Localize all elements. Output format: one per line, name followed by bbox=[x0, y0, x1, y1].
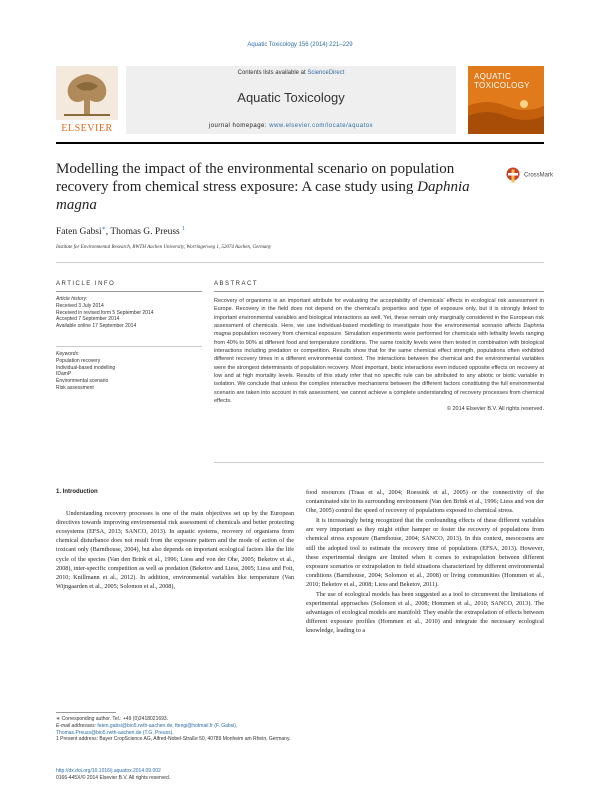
author-list bbox=[56, 225, 185, 237]
sciencedirect-link[interactable]: ScienceDirect bbox=[307, 70, 345, 76]
keyword-item: Environmental scenario bbox=[56, 378, 109, 385]
abstract-text: Recovery of organisms is an important attribute for evaluating the acceptability of chemicals' effects in ecological risk assessment in Europe. Recovery in the field does not depend on the chemical's properties and type of exposure only, but it is strongly linked to important environmental variables and biological interactions as well. Yet, these remain only marginally considered in the European risk assessment of chemicals. Here, we use individual-based modelling to investigate how the environmental scenario affects bbox=[214, 298, 544, 330]
present-address-note: 1 Present address: Bayer CropScience AG, Alfred-Nobel-Straße 50, 40789 Monheim am Rhein, Germany. bbox=[56, 736, 291, 743]
keywords bbox=[56, 351, 206, 392]
keyword-item: Individual-based modelling bbox=[56, 364, 116, 371]
history-item: Received in revised form 5 September 2014 bbox=[56, 309, 154, 316]
elsevier-tree-icon bbox=[56, 66, 118, 120]
intro-left-column bbox=[56, 488, 294, 592]
article-title-species: Daphnia magna bbox=[56, 179, 470, 213]
abstract-species: Daphnia magna bbox=[214, 323, 545, 338]
crossmark-icon bbox=[506, 167, 520, 183]
author-footnote-marker[interactable]: ∗ bbox=[101, 226, 106, 232]
footnotes bbox=[56, 716, 296, 743]
cover-title-line2: TOXICOLOGY bbox=[474, 81, 530, 90]
doi-link[interactable]: http://dx.doi.org/10.1016/j.aquatox.2014.09.002 bbox=[56, 768, 161, 774]
keywords-label: Keywords: bbox=[56, 351, 80, 357]
intro-right-column bbox=[306, 488, 544, 637]
crossmark-badge[interactable] bbox=[506, 166, 556, 184]
journal-masthead bbox=[56, 66, 544, 138]
history-item: Received 3 July 2014 bbox=[56, 302, 104, 309]
homepage-prefix: journal homepage: bbox=[208, 123, 268, 129]
footnote-rule bbox=[56, 712, 116, 713]
journal-cover-image bbox=[468, 66, 544, 134]
affiliation: Institute for Environmental Research, RWTH Aachen University, Worringerweg 1, 52074 Aachen, Germany bbox=[56, 245, 272, 250]
abstract-text-cont: population recovery from chemical exposure. Simulation experiments were performed for chemicals with lethality levels ranging from 40% to 90% at different food and temperature conditions. The same toxicity levels were then tested in combination with biological interactions including predation or competition. Results show that for the same chemical effect strength, populations often exhibited different recovery times in a different environmental context. The interactions between the chemical and the environmental variables were the strongest determinants of population recovery. Most important, biotic interactions even induced opposite effects on recovery at low and at high mortality levels. Results of this study infer that no specific rule can be attributed to any abiotic or biotic variable in isolation. We conclude that unless the complex interactive mechanisms between the different factors constituting the full environmental scenario are taken into account in risk assessment, we cannot achieve a complete understanding of recovery processes from chemical effects. bbox=[214, 331, 544, 405]
publisher-name: ELSEVIER bbox=[61, 123, 113, 134]
abstract-body bbox=[214, 297, 544, 414]
affiliation-divider bbox=[56, 262, 544, 263]
intro-paragraph: food resources (Traas et al., 2004; Roessink et al., 2005) or the connectivity of the contaminated site to its surrounding environment (Van den Brink et al., 1996; Liess and von der Ohe, 2005) control the speed of recovery of populations exposed to chemical stress. bbox=[306, 489, 544, 515]
journal-reference[interactable]: Aquatic Toxicology 156 (2014) 221–229 bbox=[247, 42, 353, 48]
homepage-link[interactable]: www.elsevier.com/locate/aquatox bbox=[269, 123, 374, 129]
article-title-main: Modelling the impact of the environmental scenario on population recovery from chemical stress exposure: A case study using bbox=[56, 161, 455, 195]
abstract-rule bbox=[214, 291, 544, 292]
intro-heading: 1. Introduction bbox=[56, 489, 98, 495]
abstract-bottom-rule bbox=[214, 462, 544, 463]
intro-paragraph: The use of ecological models has been suggested as a tool to circumvent the limitations of experimental approaches (Solomon et al., 2008; Hommen et al., 2010; SANCO, 2013). The advantages of ecological models are manifold: They enable the extrapolation of effects between different exposure profiles (Hommen et al., 2010) and integrate the necessary ecological knowledge, leading to a bbox=[306, 591, 544, 635]
cover-title-line1: AQUATIC bbox=[474, 72, 512, 81]
issn-line: 0166-445X/© 2014 Elsevier B.V. All rights reserved. bbox=[56, 775, 171, 781]
keyword-item: Risk assessment bbox=[56, 384, 94, 391]
history-label: Article history: bbox=[56, 296, 88, 302]
corresponding-author-note: ∗ Corresponding author. Tel.: +49 (0)2418021693. bbox=[56, 716, 169, 722]
article-info-rule bbox=[56, 291, 202, 292]
article-info-heading: ARTICLE INFO bbox=[56, 281, 116, 287]
author-name[interactable]: Thomas G. Preuss bbox=[110, 227, 180, 238]
author-name[interactable]: Faten Gabsi bbox=[56, 227, 102, 238]
bottom-info bbox=[56, 768, 356, 782]
history-item: Available online 17 September 2014 bbox=[56, 323, 137, 330]
history-item: Accepted 7 September 2014 bbox=[56, 316, 120, 323]
intro-paragraph: It is increasingly being recognized that the confounding effects of these different variables are very important as they might either hamper or foster the recovery of populations from chemical stress exposure (Barnthouse, 2004; SANCO, 2013). In this context, mesocosms are still the adopted tool to estimate the recovery time of populations (EFSA, 2013). However, these experimental designs are limited when it comes to extrapolation between different exposure scenarios or extrapolation to field situations characterized by different environmental conditions (Barnthouse, 2004; Solomon et al., 2008) or living communities (Hommen et al., 2010; Beketov et al., 2008; Liess and Beketov, 2011). bbox=[306, 517, 544, 588]
abstract-copyright: © 2014 Elsevier B.V. All rights reserved. bbox=[446, 406, 544, 413]
keyword-item: Population recovery bbox=[56, 357, 101, 364]
email-note bbox=[56, 723, 296, 737]
author-separator: , bbox=[105, 227, 111, 238]
author-footnote-marker[interactable]: 1 bbox=[182, 226, 186, 232]
homepage-line bbox=[126, 123, 456, 129]
keyword-item: IDamP bbox=[56, 371, 72, 378]
elsevier-logo bbox=[56, 66, 118, 134]
journal-title: Aquatic Toxicology bbox=[237, 90, 345, 105]
email-addresses[interactable]: faten.gabsi@bio5.rwth-aachen.de, ftengi@hotmail.fr (F. Gabsi), Thomas.Preuss@bio5.rwth-aachen.de (T.G. Preuss). bbox=[56, 722, 238, 736]
masthead-divider bbox=[56, 142, 544, 144]
crossmark-label: CrossMark bbox=[524, 172, 554, 179]
journal-banner bbox=[126, 66, 456, 134]
article-history bbox=[56, 296, 206, 330]
contents-prefix: Contents lists available at bbox=[237, 70, 306, 76]
history-divider bbox=[56, 346, 202, 347]
cover-title bbox=[474, 72, 530, 90]
article-title bbox=[56, 160, 496, 214]
intro-paragraph: Understanding recovery processes is one of the main objectives set up by the European directives towards improving environmental risk assessment of chemicals and better protecting ecosystems (EFSA, 2013; SANCO, 2013). In aquatic systems, recovery of organisms from chemical disturbance does not result from the exposure pattern and the mode of action of the toxicant only (Barnthouse, 2004), but also depends on important ecological factors like the life cycle of the species (Van den Brink et al., 1996; Liess and von der Ohe, 2005; Beketov et al., 2008), inter-specific competition as well as predation (Beketov and Liess, 2005; Liess and Foit, 2010; Knillmann et al., 2012). In addition, environmental variables like temperature (Van Wijngaarden et al., 2005; Solomon et al., 2008), bbox=[56, 510, 294, 590]
contents-line bbox=[126, 70, 456, 76]
cover-wave-icon bbox=[468, 96, 544, 134]
abstract-heading: ABSTRACT bbox=[214, 281, 259, 287]
email-label: E-mail addresses: bbox=[56, 722, 97, 729]
